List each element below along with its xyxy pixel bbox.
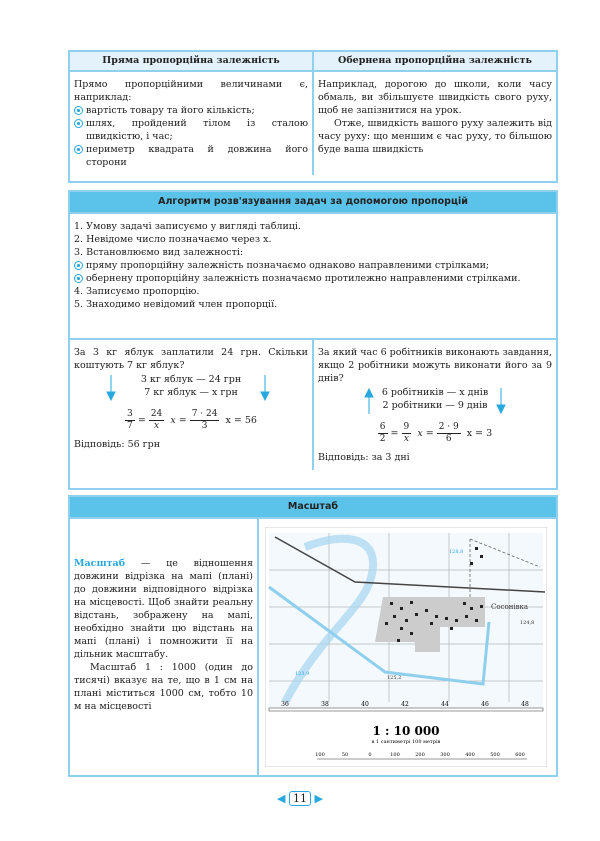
scale-title: Масштаб bbox=[70, 497, 556, 519]
bullet-icon bbox=[74, 145, 83, 154]
step: 5. Знаходимо невідомий член пропорції. bbox=[74, 299, 278, 310]
equals: = bbox=[137, 415, 146, 426]
inverse-paragraph: Отже, швидкість вашого руху залежить від часу руху: що меншим є час руху, то більшою буде ваша швидкість bbox=[318, 118, 552, 155]
scale-bar-label: 0 bbox=[368, 752, 372, 758]
scale-text bbox=[70, 519, 257, 775]
x-equals: x = bbox=[417, 428, 434, 439]
height-label: 123,9 bbox=[295, 671, 310, 677]
denominator: x bbox=[403, 434, 409, 444]
village-label: Сосонівка bbox=[491, 603, 529, 611]
bullet-icon bbox=[74, 119, 83, 128]
grid-label: 42 bbox=[401, 701, 409, 708]
house bbox=[450, 627, 453, 630]
example-question: За 3 кг яблук заплатили 24 грн. Скільки коштують 7 кг яблук? bbox=[74, 347, 308, 371]
topographic-map bbox=[265, 527, 547, 767]
denominator: 2 bbox=[379, 434, 386, 444]
map-figure bbox=[257, 519, 556, 775]
scheme-row: 2 робітники — 9 днів bbox=[382, 400, 488, 411]
page-number: 11 bbox=[289, 791, 311, 806]
house bbox=[415, 613, 418, 616]
scale-example: Масштаб 1 : 1000 (один до тисячі) вказує на те, що в 1 см на плані міститься 1000 см, тобто 10 м на місцевості bbox=[74, 662, 253, 712]
list-item: обернену пропорційну залежність позначаємо протилежно направленими стрілками. bbox=[86, 273, 521, 284]
scale-bar-label: 500 bbox=[490, 752, 500, 758]
arrow-down-icon bbox=[260, 375, 270, 401]
list-item: вартість товару та його кількість; bbox=[86, 105, 255, 116]
scheme-row: 6 робітників — x днів bbox=[381, 387, 489, 398]
header-direct: Пряма пропорційна залежність bbox=[70, 52, 312, 72]
house bbox=[410, 601, 413, 604]
scale-bar-label: 200 bbox=[415, 752, 425, 758]
scheme-row: 7 кг яблук — x грн bbox=[144, 387, 238, 398]
height-label: 128,8 bbox=[449, 549, 464, 555]
algorithm-steps bbox=[70, 214, 556, 340]
scale-bar-label: 50 bbox=[341, 752, 349, 758]
house bbox=[470, 607, 473, 610]
house bbox=[405, 619, 408, 622]
scale-bar-label: 100 bbox=[390, 752, 400, 758]
list-item: пряму пропорційну залежність позначаємо однаково направленими стрілками; bbox=[86, 260, 490, 271]
step: 2. Невідоме число позначаємо через x. bbox=[74, 234, 272, 245]
scale-bar-label: 100 bbox=[315, 752, 325, 758]
scale-term: Масштаб bbox=[74, 558, 126, 569]
house bbox=[435, 615, 438, 618]
numerator: 2 · 9 bbox=[438, 422, 459, 432]
step: 3. Встановлюємо вид залежності: bbox=[74, 247, 244, 258]
house bbox=[385, 622, 388, 625]
numerator: 6 bbox=[379, 422, 386, 432]
equals: = bbox=[390, 428, 399, 439]
algorithm-box bbox=[68, 190, 558, 490]
example-question: За який час 6 робітників виконають завдання, якщо 2 робітники можуть виконати його за 9 днів? bbox=[318, 347, 552, 384]
grid-label: 36 bbox=[281, 701, 289, 708]
arrow-up-icon bbox=[364, 388, 374, 414]
house bbox=[430, 622, 433, 625]
scale-bar-label: 400 bbox=[465, 752, 475, 758]
scale-bar-label: 600 bbox=[515, 752, 525, 758]
list-item: периметр квадрата й довжина його сторони bbox=[86, 144, 308, 168]
house bbox=[400, 607, 403, 610]
step: 4. Записуємо пропорцію. bbox=[74, 286, 200, 297]
numerator: 9 bbox=[403, 422, 410, 432]
grid-label: 40 bbox=[361, 701, 369, 708]
proportion-types-table bbox=[68, 50, 558, 183]
denominator: x bbox=[154, 421, 160, 431]
step: 1. Умову задачі записуємо у вигляді таблиці. bbox=[74, 221, 301, 232]
example-inverse bbox=[312, 340, 556, 470]
arrow-down-icon bbox=[496, 388, 506, 414]
scale-bar-labels bbox=[315, 752, 525, 758]
proportion-formula bbox=[318, 422, 552, 445]
scale-bar-label: 300 bbox=[440, 752, 450, 758]
arrow-down-icon bbox=[106, 375, 116, 401]
direct-cell bbox=[70, 72, 312, 175]
house bbox=[393, 615, 396, 618]
height-label: 125,2 bbox=[387, 675, 402, 681]
example-scheme bbox=[318, 386, 552, 412]
answer-label: Відповідь: bbox=[74, 439, 125, 450]
numerator: 3 bbox=[127, 409, 133, 419]
numerator: 24 bbox=[150, 409, 163, 419]
direct-intro: Прямо пропорційними величинами є, наприклад: bbox=[74, 79, 308, 103]
grid-label: 44 bbox=[441, 701, 449, 708]
house bbox=[480, 555, 483, 558]
house bbox=[475, 547, 478, 550]
page-number-nav bbox=[0, 792, 600, 805]
denominator: 6 bbox=[445, 434, 452, 444]
house bbox=[465, 615, 468, 618]
numerator: 7 · 24 bbox=[191, 409, 218, 419]
house bbox=[445, 617, 448, 620]
scale-ratio: 1 : 10 000 bbox=[372, 724, 440, 738]
house bbox=[410, 632, 413, 635]
height-label: 124,8 bbox=[520, 620, 535, 626]
bullet-icon bbox=[74, 106, 83, 115]
answer: 56 грн bbox=[127, 439, 161, 450]
denominator: 3 bbox=[201, 421, 208, 431]
house bbox=[475, 619, 478, 622]
answer-label: Відповідь: bbox=[318, 452, 369, 463]
grid-label: 46 bbox=[481, 701, 489, 708]
house bbox=[455, 619, 458, 622]
house bbox=[390, 602, 393, 605]
algorithm-title: Алгоритм розв'язування задач за допомогою пропорцій bbox=[70, 192, 556, 214]
bullet-icon bbox=[74, 274, 83, 283]
scale-subtitle: в 1 сантиметрі 100 метрів bbox=[371, 739, 441, 745]
inverse-paragraph: Наприклад, дорогою до школи, коли часу обмаль, ви збільшуєте швидкість свого руху, щоб не запізнитися на урок. bbox=[318, 79, 552, 116]
grid-label: 38 bbox=[321, 701, 329, 708]
result: x = 3 bbox=[466, 428, 493, 439]
grid-label: 48 bbox=[521, 701, 529, 708]
header-inverse: Обернена пропорційна залежність bbox=[312, 52, 556, 72]
bullet-icon bbox=[74, 261, 83, 270]
house bbox=[425, 609, 428, 612]
house bbox=[470, 562, 473, 565]
scheme-row: 3 кг яблук — 24 грн bbox=[140, 374, 242, 385]
list-item: шлях, пройдений тілом із сталою швидкістю, і час; bbox=[86, 118, 308, 142]
house bbox=[397, 639, 400, 642]
next-page-icon[interactable]: ▶ bbox=[314, 792, 323, 805]
house bbox=[480, 605, 483, 608]
scale-definition: — це відношення довжини відрізка на мапі (плані) до довжини відповідного відрізка на місцевості. Щоб знайти реальну відстань, зображену на мапі, необхідно знайти цю відстань на мапі (плані) і помножити її на дільник масштабу. bbox=[74, 558, 253, 660]
scale-box bbox=[68, 495, 558, 777]
house bbox=[400, 627, 403, 630]
answer: за 3 дні bbox=[371, 452, 410, 463]
proportion-formula bbox=[74, 409, 308, 432]
inverse-cell bbox=[312, 72, 556, 175]
example-direct bbox=[70, 340, 312, 470]
denominator: 7 bbox=[127, 421, 133, 431]
result: x = 56 bbox=[225, 415, 257, 426]
x-equals: x = bbox=[170, 415, 187, 426]
example-scheme bbox=[74, 373, 308, 399]
house bbox=[463, 602, 466, 605]
prev-page-icon[interactable]: ◀ bbox=[277, 792, 286, 805]
